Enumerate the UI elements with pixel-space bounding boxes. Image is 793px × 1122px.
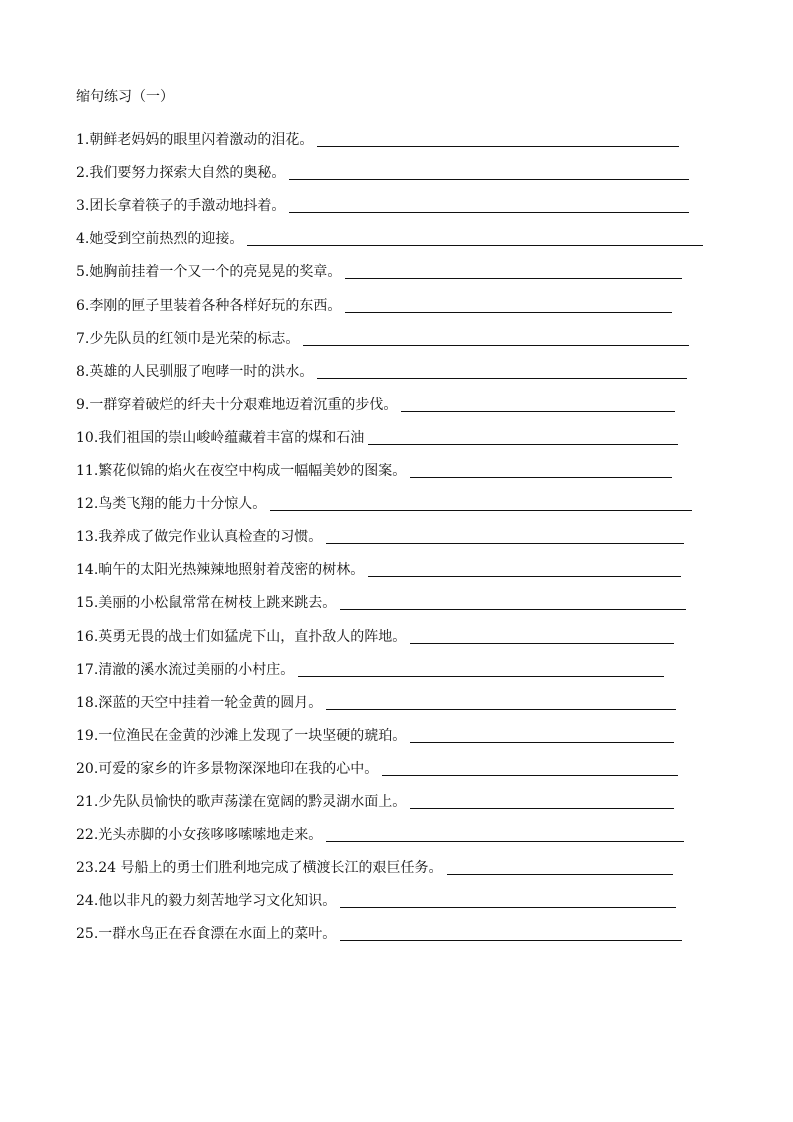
answer-line[interactable] [410,807,674,809]
question-row [76,252,718,285]
question-row [76,451,718,484]
question-text: 8.英雄的人民驯服了咆哮一时的洪水。 [76,363,314,380]
answer-line[interactable] [447,873,673,875]
answer-line[interactable] [382,774,678,776]
question-row [76,319,718,352]
question-text: 16.英勇无畏的战士们如猛虎下山，直扑敌人的阵地。 [76,628,407,645]
question-text: 22.光头赤脚的小女孩哆哆嗦嗦地走来。 [76,827,323,844]
answer-line[interactable] [289,211,689,213]
question-row [76,153,718,186]
answer-line[interactable] [298,675,664,677]
question-row [76,484,718,517]
question-row [76,616,718,649]
answer-line[interactable] [345,277,682,279]
question-text: 12.鸟类飞翔的能力十分惊人。 [76,496,267,513]
question-row [76,385,718,418]
question-text: 19.一位渔民在金黄的沙滩上发现了一块坚硬的琥珀。 [76,727,407,744]
question-row [76,418,718,451]
question-row [76,285,718,318]
question-text: 9.一群穿着破烂的纤夫十分艰难地迈着沉重的步伐。 [76,396,398,413]
question-text: 7.少先队员的红领巾是光荣的标志。 [76,330,300,347]
question-row [76,749,718,782]
answer-line[interactable] [340,939,682,941]
question-text: 4.她受到空前热烈的迎接。 [76,231,244,248]
question-row [76,914,718,947]
question-text: 18.深蓝的天空中挂着一轮金黄的圆月。 [76,694,323,711]
question-text: 10.我们祖国的崇山峻岭蕴藏着丰富的煤和石油 [76,429,365,446]
answer-line[interactable] [368,443,678,445]
question-row [76,120,718,153]
answer-line[interactable] [410,741,674,743]
question-row [76,550,718,583]
answer-line[interactable] [401,410,675,412]
question-row [76,881,718,914]
question-text: 5.她胸前挂着一个又一个的亮晃晃的奖章。 [76,264,342,281]
answer-line[interactable] [326,542,684,544]
question-text: 13.我养成了做完作业认真检查的习惯。 [76,529,323,546]
question-row [76,186,718,219]
question-text: 1.朝鲜老妈妈的眼里闪着激动的泪花。 [76,132,314,149]
answer-line[interactable] [345,311,672,313]
answer-line[interactable] [303,344,689,346]
question-row [76,650,718,683]
question-text: 3.团长拿着筷子的手激动地抖着。 [76,198,286,215]
question-row [76,352,718,385]
question-text: 23.24 号船上的勇士们胜利地完成了横渡长江的艰巨任务。 [76,860,443,877]
answer-line[interactable] [340,906,676,908]
question-text: 14.晌午的太阳光热辣辣地照射着茂密的树林。 [76,562,365,579]
question-text: 20.可爱的家乡的许多景物深深地印在我的心中。 [76,760,379,777]
question-row [76,219,718,252]
question-row [76,782,718,815]
question-text: 17.清澈的溪水流过美丽的小村庄。 [76,661,295,678]
question-row [76,848,718,881]
answer-line[interactable] [317,145,679,147]
question-text: 24.他以非凡的毅力刻苦地学习文化知识。 [76,893,337,910]
answer-line[interactable] [317,377,687,379]
question-text: 2.我们要努力探索大自然的奥秘。 [76,165,286,182]
answer-line[interactable] [410,642,674,644]
question-text: 11.繁花似锦的焰火在夜空中构成一幅幅美妙的图案。 [76,463,407,480]
question-text: 15.美丽的小松鼠常常在树枝上跳来跳去。 [76,595,337,612]
answer-line[interactable] [289,178,689,180]
question-row [76,716,718,749]
question-row [76,517,718,550]
worksheet-title: 缩句练习（一） [76,89,174,105]
question-row [76,815,718,848]
question-text: 6.李刚的匣子里装着各种各样好玩的东西。 [76,297,342,314]
answer-line[interactable] [270,509,692,511]
answer-line[interactable] [410,476,672,478]
question-row [76,583,718,616]
answer-line[interactable] [326,840,684,842]
question-text: 21.少先队员愉快的歌声荡漾在宽阔的黔灵湖水面上。 [76,793,407,810]
answer-line[interactable] [247,244,703,246]
answer-line[interactable] [340,608,686,610]
answer-line[interactable] [368,575,681,577]
answer-line[interactable] [326,708,676,710]
question-text: 25.一群水鸟正在吞食漂在水面上的菜叶。 [76,926,337,943]
question-list [76,120,718,947]
question-row [76,683,718,716]
